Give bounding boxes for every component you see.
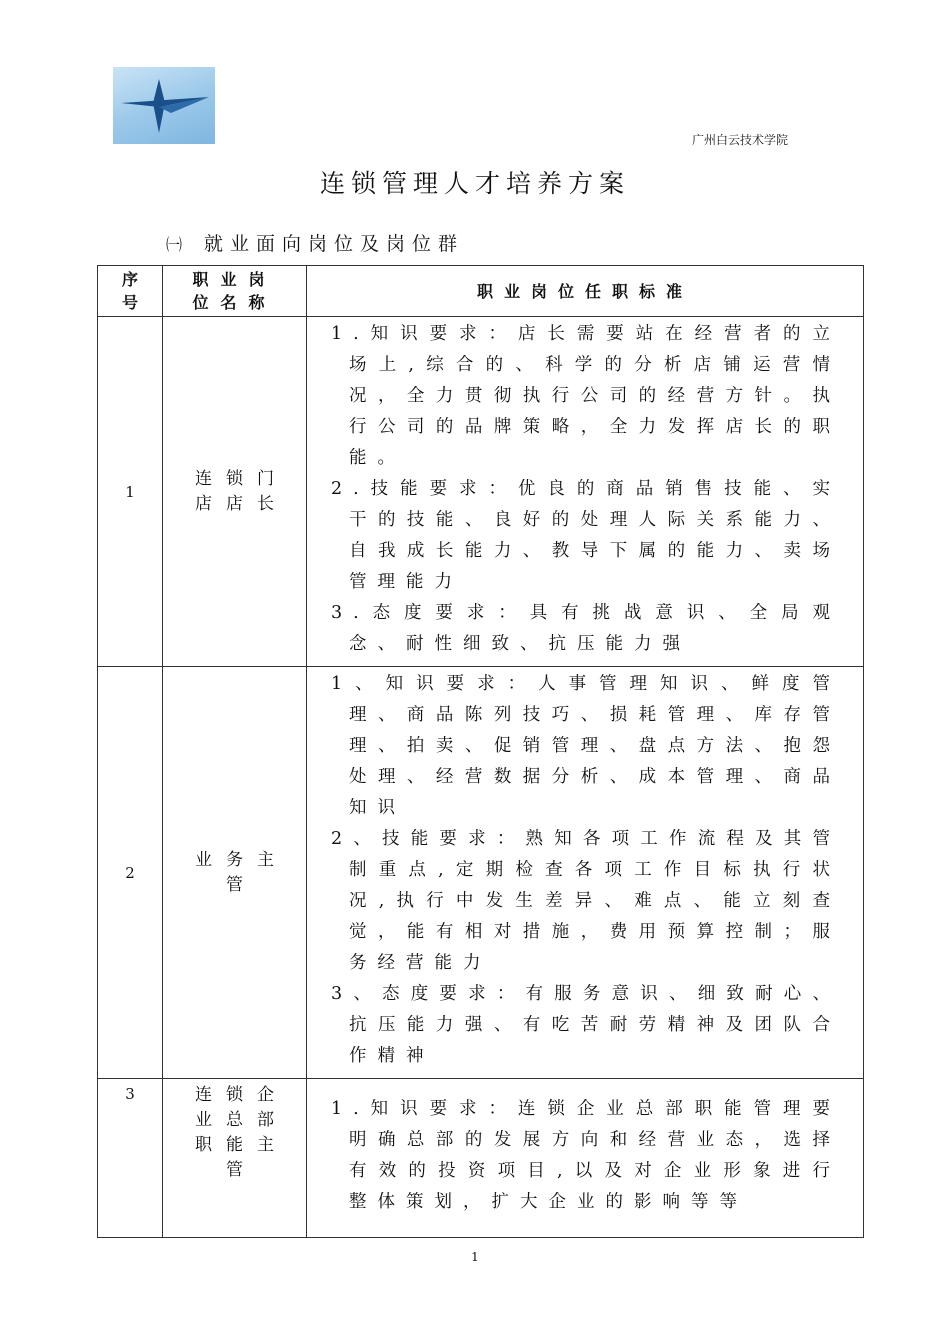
- requirement-item: 3、态度要求：有服务意识、细致耐心、抗压能力强、有吃苦耐劳精神及团队合作精神: [331, 984, 841, 1066]
- header-name: 职业岗位名称: [163, 266, 307, 317]
- page-title: 连锁管理人才培养方案: [319, 169, 630, 198]
- table-row: [98, 667, 864, 1079]
- requirement-item: 2.技能要求：优良的商品销售技能、实干的技能、良好的处理人际关系能力、自我成长能力、教导下属的能力、卖场管理能力: [331, 479, 841, 592]
- section-number: ㈠: [166, 235, 183, 254]
- requirements-cell: [307, 1079, 864, 1238]
- table-header-row: [98, 266, 864, 317]
- requirements-cell: [307, 667, 864, 1079]
- school-logo-icon: [113, 67, 215, 144]
- table-row: [98, 317, 864, 667]
- row-number: 3: [98, 1079, 163, 1238]
- row-number: 2: [98, 667, 163, 1079]
- position-name: 连锁门店店长: [163, 317, 307, 667]
- requirement-item: 3.态度要求：具有挑战意识、全局观念、耐性细致、抗压能力强: [331, 603, 841, 654]
- header-requirements: 职业岗位任职标准: [307, 266, 864, 317]
- table-row: [98, 1079, 864, 1238]
- section-heading: [166, 229, 464, 256]
- requirement-item: 1.知识要求：连锁企业总部职能管理要明确总部的发展方向和经营业态，选择有效的投资项目,以及对企业形象进行整体策划，扩大企业的影响等等: [331, 1099, 841, 1212]
- page-number: 1: [471, 1250, 479, 1264]
- position-name: 业务主管: [163, 667, 307, 1079]
- school-name: 广州白云技术学院: [691, 133, 788, 147]
- requirement-item: 1.知识要求：店长需要站在经营者的立场上,综合的、科学的分析店铺运营情况，全力贯彻执行公司的经营方针。执行公司的品牌策略，全力发挥店长的职能。: [331, 324, 841, 468]
- requirement-item: 2、技能要求：熟知各项工作流程及其管制重点,定期检查各项工作目标执行状况,执行中发生差异、难点、能立刻查觉，能有相对措施，费用预算控制；服务经营能力: [331, 829, 841, 973]
- requirement-item: 1、知识要求：人事管理知识、鲜度管理、商品陈列技巧、损耗管理、库存管理、拍卖、促销管理、盘点方法、抱怨处理、经营数据分析、成本管理、商品知识: [331, 674, 841, 818]
- section-title: 就业面向岗位及岗位群: [204, 233, 465, 255]
- position-name: 连锁企业总部职能主管: [163, 1079, 307, 1238]
- row-number: 1: [98, 317, 163, 667]
- requirements-cell: [307, 317, 864, 667]
- header-no: 序号: [98, 266, 163, 317]
- job-standards-table: [97, 265, 864, 1238]
